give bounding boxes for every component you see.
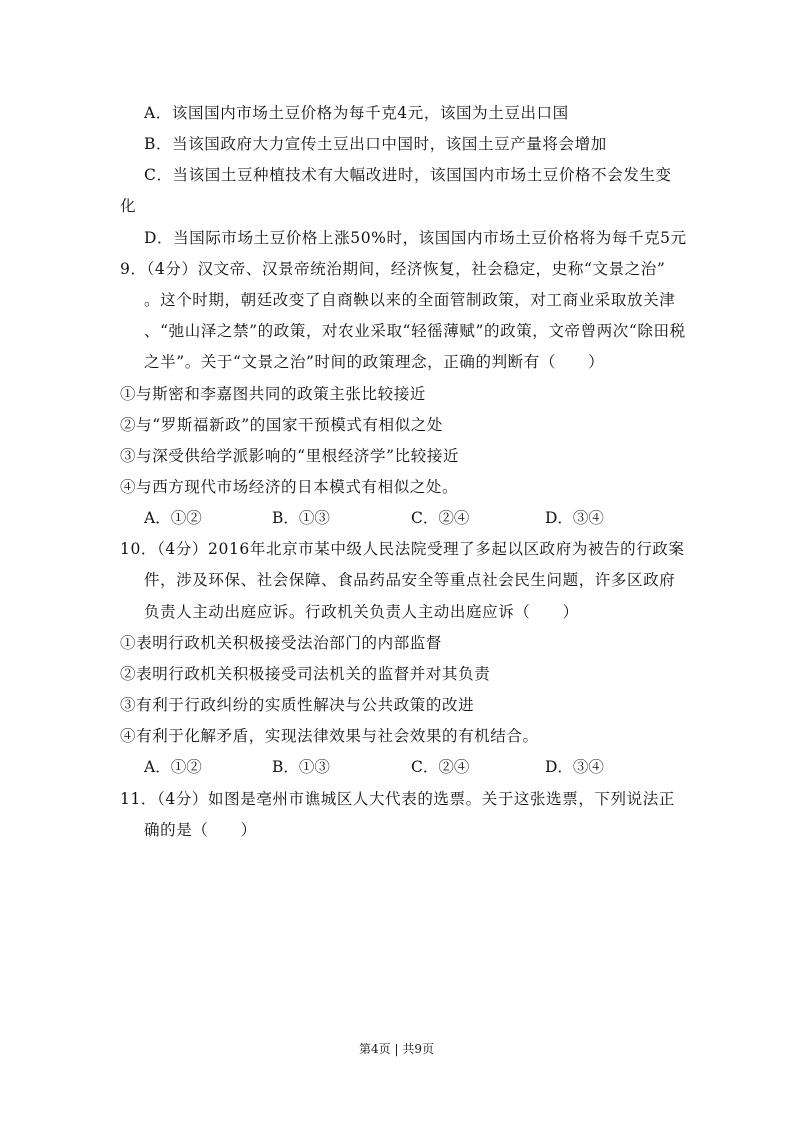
q10-stem-line3: 负责人主动出庭应诉。行政机关负责人主动出庭应诉（ ） [144, 603, 579, 621]
q9-stem-line2: 。这个时期，朝廷改变了自商鞅以来的全面管制政策，对工商业采取放关津 [144, 291, 676, 309]
q10-choice-c: C．②④ [411, 758, 470, 776]
q9-stem-line1: 9．（4分）汉文帝、汉景帝统治期间，经济恢复，社会稳定，史称“文景之治” [120, 260, 666, 278]
q9-item-1: ①与斯密和李嘉图共同的政策主张比较接近 [120, 385, 426, 403]
q9-choice-d: D．③④ [545, 509, 604, 527]
q9-item-2: ②与“罗斯福新政”的国家干预模式有相似之处 [120, 416, 443, 434]
q8-option-c-line1: C．当该国土豆种植技术有大幅改进时，该国国内市场土豆价格不会发生变 [144, 166, 672, 184]
q10-item-2: ②表明行政机关积极接受司法机关的监督并对其负责 [120, 665, 491, 683]
q9-stem-line4: 之半”。关于“文景之治”时间的政策理念，正确的判断有（ ） [144, 353, 605, 371]
q8-option-d: D．当国际市场土豆价格上涨50%时，该国国内市场土豆价格将为每千克5元 [144, 229, 687, 247]
q9-item-4: ④与西方现代市场经济的日本模式有相似之处。 [120, 478, 459, 496]
q9-choice-a: A．①② [144, 509, 202, 527]
q8-option-b: B．当该国政府大力宣传土豆出口中国时，该国土豆产量将会增加 [144, 135, 607, 153]
q10-item-4: ④有利于化解矛盾，实现法律效果与社会效果的有机结合。 [120, 727, 539, 745]
q9-choice-b: B．①③ [272, 509, 330, 527]
q10-item-1: ①表明行政机关积极接受法治部门的内部监督 [120, 634, 443, 652]
q10-choice-b: B．①③ [272, 758, 330, 776]
q8-option-c-line2: 化 [120, 197, 137, 215]
q10-stem-line1: 10．（4分）2016年北京市某中级人民法院受理了多起以区政府为被告的行政案 [120, 540, 685, 558]
q10-choice-d: D．③④ [545, 758, 604, 776]
q10-item-3: ③有利于行政纠纷的实质性解决与公共政策的改进 [120, 696, 475, 714]
q10-choice-a: A．①② [144, 758, 202, 776]
page-footer: 第4页 | 共9页 [359, 1042, 434, 1056]
q11-stem-line1: 11．（4分）如图是亳州市谯城区人大代表的选票。关于这张选票，下列说法正 [120, 790, 675, 808]
q9-choice-c: C．②④ [411, 509, 470, 527]
q8-option-a: A．该国国内市场土豆价格为每千克4元，该国为土豆出口国 [144, 104, 569, 122]
q9-item-3: ③与深受供给学派影响的“里根经济学”比较接近 [120, 447, 460, 465]
q11-stem-line2: 确的是（ ） [144, 821, 257, 839]
q10-stem-line2: 件，涉及环保、社会保障、食品药品安全等重点社会民生问题，许多区政府 [144, 571, 676, 589]
q9-stem-line3: 、“弛山泽之禁”的政策，对农业采取“轻徭薄赋”的政策，文帝曾两次“除田税 [144, 322, 686, 340]
